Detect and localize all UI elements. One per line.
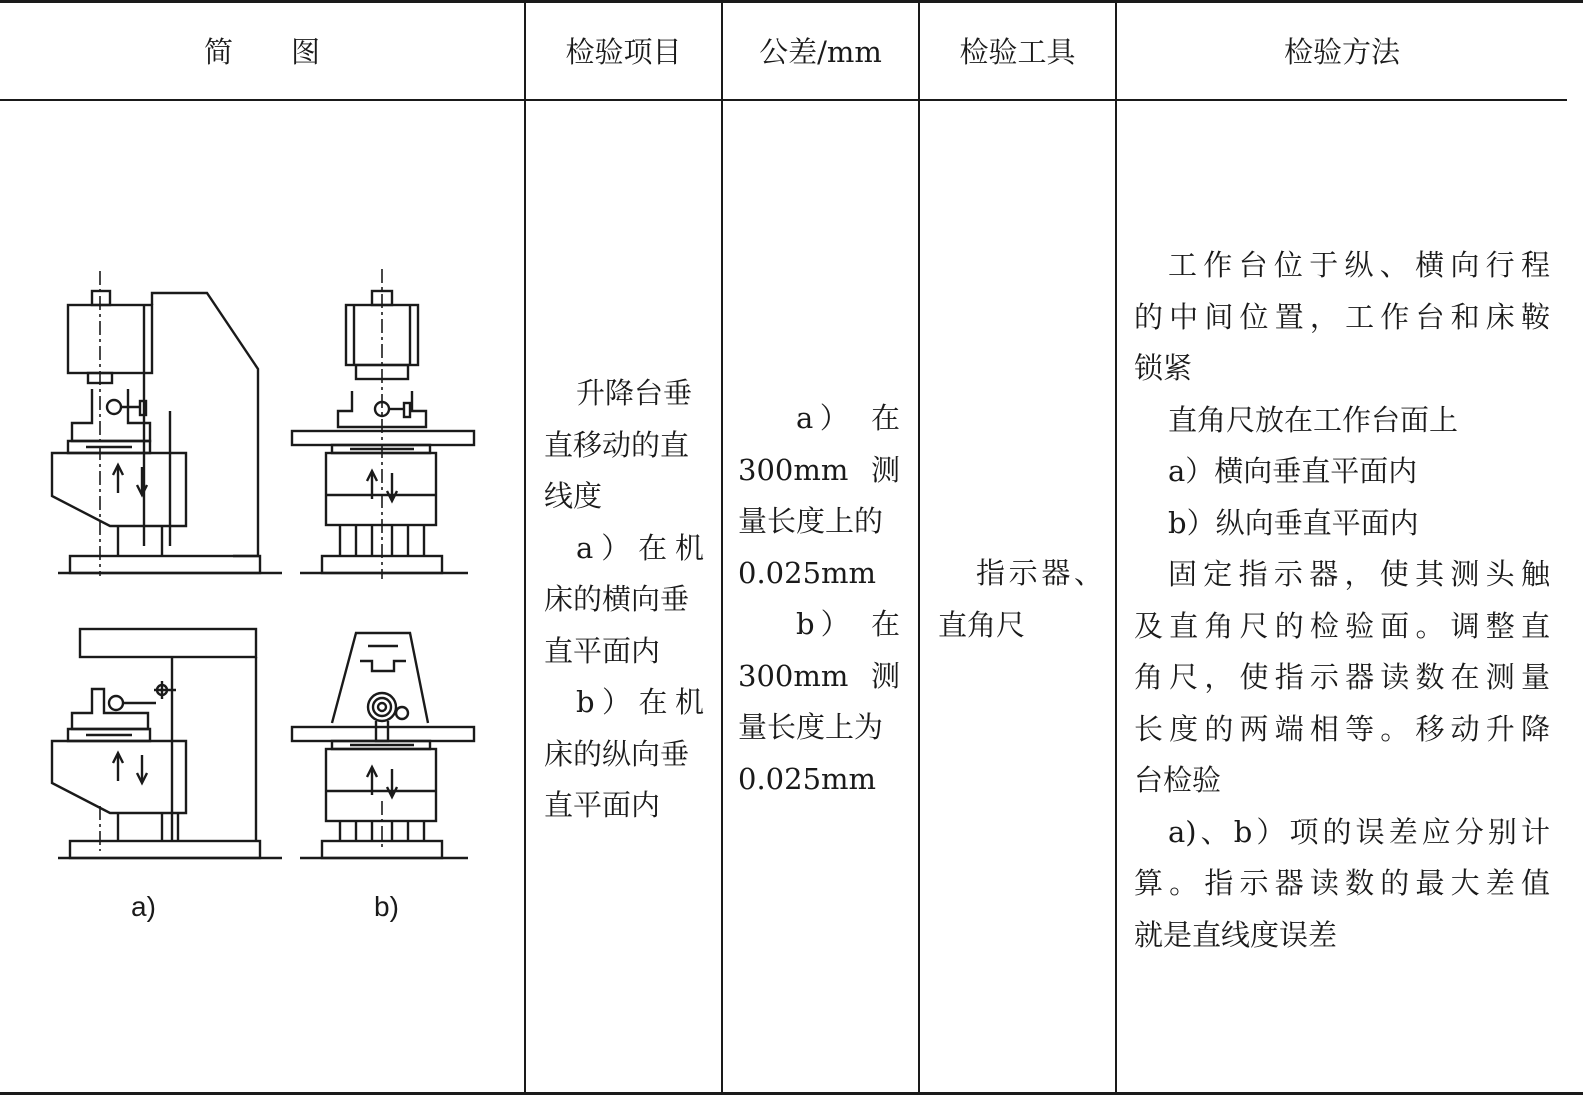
method-line: 锁紧 (1134, 351, 1193, 385)
table-top-rule (0, 0, 1583, 3)
method-line: a）横向垂直平面内 (1168, 454, 1418, 488)
column-divider (1115, 0, 1117, 1095)
item-line: 线度 (544, 479, 603, 513)
tolerance-line: b） 在 (796, 607, 900, 641)
method-line: 直角尺放在工作台面上 (1168, 402, 1459, 437)
tolerance-line: 300mm 测 (738, 452, 900, 487)
method-line: b）纵向垂直平面内 (1168, 505, 1419, 540)
method-line: 台检验 (1134, 763, 1222, 797)
item-line: 升降台垂 (576, 376, 693, 410)
header-method: 检验方法 (1283, 35, 1400, 69)
method-line: 就是直线度误差 (1134, 917, 1338, 952)
header-tool: 检验工具 (959, 35, 1076, 69)
method-line: 工作台位于纵、横向行程 (1168, 248, 1550, 282)
tolerance-line: 量长度上为 (738, 710, 884, 744)
item-line: 直移动的直 (544, 427, 690, 462)
item-line: a）在机 (576, 530, 704, 565)
method-line: 及直角尺的检验面。调整直 (1134, 608, 1550, 643)
method-line: 固定指示器，使其测头触 (1168, 557, 1550, 591)
tool-line: 指示器、 (976, 556, 1103, 590)
item-line: 直平面内 (544, 788, 661, 822)
column-divider (524, 0, 526, 1095)
item-line: 床的横向垂 (544, 582, 690, 616)
column-divider (721, 0, 723, 1095)
header-tolerance: 公差/mm (759, 35, 882, 69)
label-b: b) (374, 891, 399, 922)
method-line: 算。指示器读数的最大差值 (1134, 866, 1550, 900)
tolerance-line: 0.025mm (738, 555, 877, 590)
tool-line: 直角尺 (938, 607, 1026, 642)
method-line: a)、b）项的误差应分别计 (1168, 814, 1550, 849)
tolerance-line: 300mm 测 (738, 658, 900, 693)
diagram-b-bottom (292, 633, 474, 858)
table-bottom-rule (0, 1092, 1583, 1095)
machine-diagram (0, 101, 524, 1091)
label-a: a) (131, 891, 156, 922)
method-line: 的中间位置，工作台和床鞍 (1134, 299, 1550, 334)
inspection-method (1134, 240, 1550, 961)
tolerance-line: 量长度上的 (738, 504, 884, 538)
inspection-item (544, 368, 704, 832)
tolerance-line: 0.025mm (738, 761, 877, 796)
item-line: 直平面内 (544, 633, 661, 668)
item-line: 床的纵向垂 (544, 736, 690, 771)
inspection-tool (938, 548, 1103, 651)
method-line: 长度的两端相等。移动升降 (1134, 711, 1550, 746)
method-line: 角尺，使指示器读数在测量 (1134, 660, 1550, 694)
column-divider (918, 0, 920, 1095)
diagram-b-top (292, 269, 474, 579)
tolerance-line: a） 在 (796, 401, 900, 435)
header-item: 检验项目 (565, 35, 682, 69)
item-line: b）在机 (576, 685, 704, 719)
diagram-a-top (52, 271, 282, 576)
diagram-a-bottom (52, 629, 282, 858)
header-diagram: 简 图 (203, 35, 320, 69)
tolerance (738, 393, 900, 805)
